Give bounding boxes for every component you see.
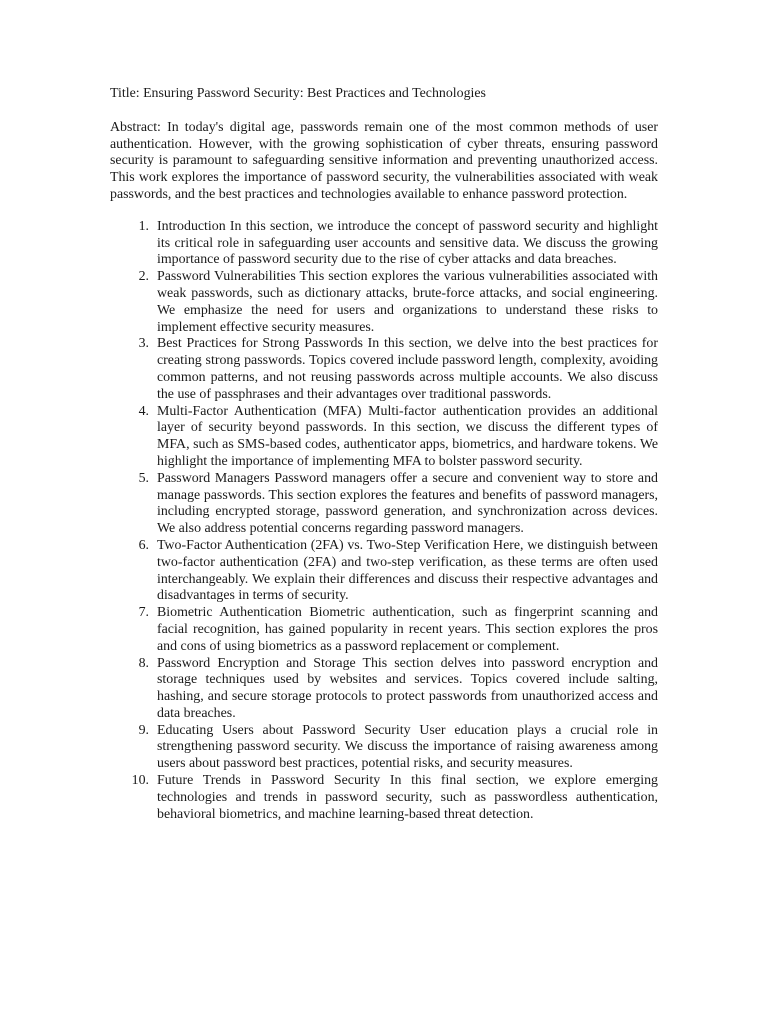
abstract-paragraph: Abstract: In today's digital age, passwords remain one of the most common methods of user authentication. However, with the growing sophistication of cyber threats, ensuring password security is paramount to safeguarding sensitive information and preventing unauthorized access. This work explores the importance of password security, the vulnerabilities associated with weak passwords, and the best practices and technologies available to enhance password protection. bbox=[110, 119, 658, 202]
list-item-text: Password Encryption and Storage This section delves into password encryption and storage techniques used by websites and services. Topics covered include salting, hashing, and secure storage protocols to protect passwords from unauthorized access and data breaches. bbox=[157, 655, 658, 721]
list-number: 10. bbox=[131, 773, 149, 789]
list-number: 7. bbox=[138, 605, 149, 621]
list-item bbox=[110, 404, 658, 471]
list-item bbox=[110, 471, 658, 538]
list-item-text: Best Practices for Strong Passwords In this section, we delve into the best practices for creating strong passwords. Topics covered include password length, complexity, avoiding common patterns, and not reusing passwords across multiple accounts. We also discuss the use of passphrases and their advantages over traditional passwords. bbox=[157, 336, 658, 402]
section-list bbox=[110, 219, 658, 824]
list-item-text: Two-Factor Authentication (2FA) vs. Two-Step Verification Here, we distinguish between two-factor authentication (2FA) and two-step verification, as these terms are often used interchangeably. We explain their differences and discuss their respective advantages and disadvantages in terms of security. bbox=[157, 537, 658, 604]
list-item-text: Multi-Factor Authentication (MFA) Multi-factor authentication provides an additional layer of security beyond passwords. In this section, we discuss the different types of MFA, such as SMS-based codes, authenticator apps, biometrics, and hardware tokens. We highlight the importance of implementing MFA to bolster password security. bbox=[157, 403, 658, 469]
list-number: 1. bbox=[138, 218, 149, 234]
document-page bbox=[110, 86, 658, 823]
list-number: 8. bbox=[138, 655, 149, 671]
list-item-text: Educating Users about Password Security User education plays a crucial role in strengthening password security. We discuss the importance of raising awareness among users about password best practices, potential risks, and security measures. bbox=[157, 722, 658, 772]
list-number: 9. bbox=[138, 722, 149, 738]
list-item bbox=[110, 269, 658, 336]
document-title: Title: Ensuring Password Security: Best Practices and Technologies bbox=[110, 86, 486, 101]
list-item-text: Biometric Authentication Biometric authentication, such as fingerprint scanning and facial recognition, has gained popularity in recent years. This section explores the pros and cons of using biometrics as a password replacement or complement. bbox=[157, 605, 658, 654]
list-item-text: Password Vulnerabilities This section explores the various vulnerabilities associated with weak passwords, such as dictionary attacks, brute-force attacks, and social engineering. We emphasize the need for users and organizations to understand these risks to implement effective security measures. bbox=[157, 269, 658, 335]
list-item-text: Password Managers Password managers offer a secure and convenient way to store and manage passwords. This section explores the features and benefits of password managers, including encrypted storage, password generation, and synchronization across devices. We also address potential concerns regarding password managers. bbox=[157, 470, 658, 537]
list-item bbox=[110, 336, 658, 403]
list-item-text: Introduction In this section, we introduce the concept of password security and highlight its critical role in safeguarding user accounts and sensitive data. We discuss the growing importance of password security due to the rise of cyber attacks and data breaches. bbox=[157, 218, 658, 268]
list-number: 4. bbox=[138, 403, 149, 419]
list-item-text: Future Trends in Password Security In this final section, we explore emerging technologies and trends in password security, such as passwordless authentication, behavioral biometrics, and machine learning-based threat detection. bbox=[157, 773, 658, 822]
list-number: 3. bbox=[138, 336, 149, 352]
list-item bbox=[110, 219, 658, 269]
list-item bbox=[110, 723, 658, 773]
list-number: 6. bbox=[138, 537, 149, 553]
list-item bbox=[110, 773, 658, 823]
list-item bbox=[110, 605, 658, 655]
list-item bbox=[110, 656, 658, 723]
list-number: 5. bbox=[138, 470, 149, 486]
list-item bbox=[110, 538, 658, 605]
list-number: 2. bbox=[138, 269, 149, 285]
